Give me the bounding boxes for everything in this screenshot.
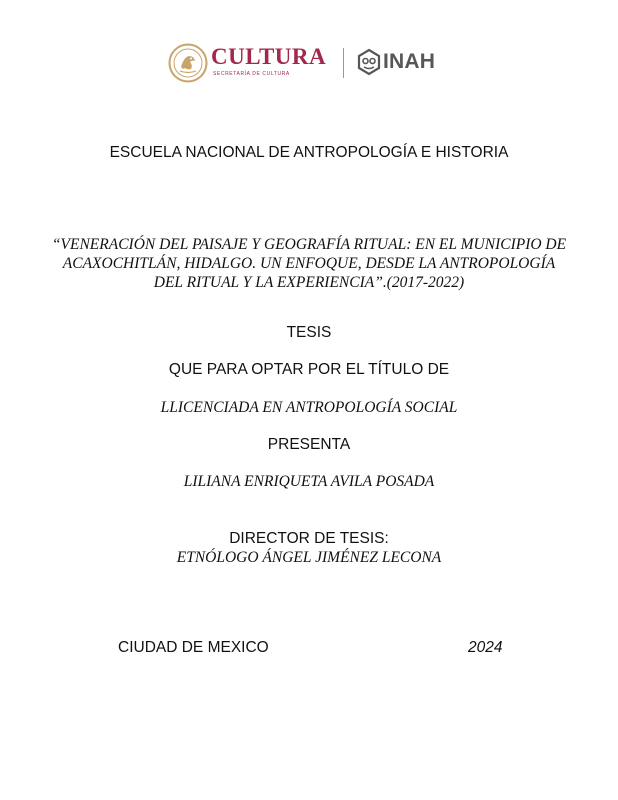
inah-logo-text: INAH: [383, 50, 436, 73]
director-name: ETNÓLOGO ÁNGEL JIMÉNEZ LECONA: [176, 549, 442, 566]
thesis-title-line-2: ACAXOCHITLÁN, HIDALGO. UN ENFOQUE, DESDE LA ANTROPOLOGÍA: [62, 255, 556, 272]
mexican-coat-of-arms-icon: [168, 43, 208, 83]
degree-intro: QUE PARA OPTAR POR EL TÍTULO DE: [168, 361, 450, 378]
city: CIUDAD DE MEXICO: [118, 639, 269, 656]
logo-divider: [343, 48, 344, 78]
thesis-title-line-3: DEL RITUAL Y LA EXPERIENCIA”.(2017-2022): [153, 274, 465, 291]
director-label: DIRECTOR DE TESIS:: [229, 530, 389, 547]
document-type: TESIS: [286, 324, 332, 341]
cultura-logo-subtitle: SECRETARÍA DE CULTURA: [213, 71, 290, 77]
cultura-logo-text: CULTURA: [211, 44, 327, 69]
year: 2024: [468, 639, 503, 656]
author-name: LILIANA ENRIQUETA AVILA POSADA: [183, 473, 435, 490]
header-logos: [0, 40, 618, 88]
inah-emblem-icon: [356, 48, 382, 76]
degree-title: LLICENCIADA EN ANTROPOLOGÍA SOCIAL: [160, 399, 458, 416]
presents-label: PRESENTA: [267, 436, 351, 453]
school-name: ESCUELA NACIONAL DE ANTROPOLOGÍA E HISTORIA: [109, 144, 509, 161]
thesis-title-line-1: “VENERACIÓN DEL PAISAJE Y GEOGRAFÍA RITUAL: EN EL MUNICIPIO DE: [51, 236, 567, 253]
